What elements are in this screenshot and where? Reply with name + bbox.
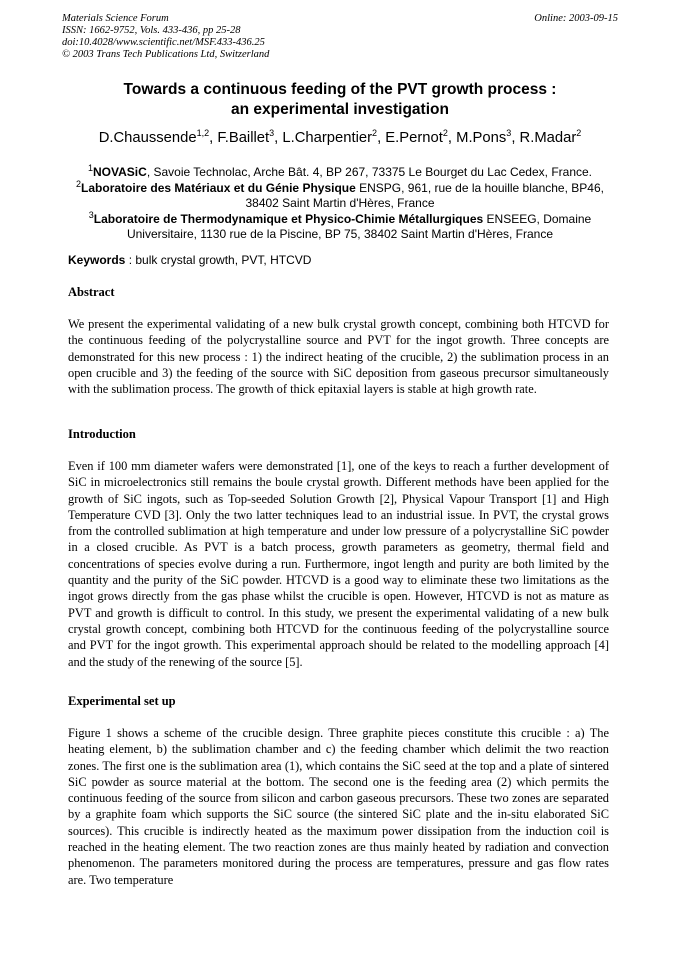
author: L.Charpentier$^2$,	[282, 128, 386, 146]
title-line-2: an experimental investigation	[231, 101, 449, 118]
doi-line: doi:10.4028/www.scientific.net/MSF.433-436.25	[62, 37, 265, 48]
author: E.Pernot$^2$,	[385, 128, 457, 146]
keywords	[68, 253, 613, 268]
author: M.Pons$^3$,	[456, 128, 520, 146]
affiliation-2: $^2$Laboratoire des Matériaux et du Génie Physique ENSPG, 961, rue de la houille blanche, BP46, 38402 Saint Martin d'Hères, France	[76, 178, 604, 210]
abstract-text: We present the experimental validating of a new bulk crystal growth concept, combining both HTCVD for the continuous feeding of the polycrystalline source and PVT for the ingot growth. Three concepts are demonstrated for this new process : 1) the indirect heating of the crucible, 2) the sublimation process in an open crucible and 3) the feeding of the source with SiC deposition from gaseous precursor simultaneously with the sublimation process. The growth of thick epitaxial layers is stable at high growth rate.	[68, 317, 609, 397]
online-date: Online: 2003-09-15	[534, 13, 618, 24]
author-list	[62, 128, 618, 148]
affiliation-1: $^1$NOVASiC, Savoie Technolac, Arche Bât. 4, BP 267, 73375 Le Bourget du Lac Cedex, France.	[88, 163, 592, 179]
affiliations	[62, 165, 618, 243]
introduction-text: Even if 100 mm diameter wafers were demonstrated [1], one of the keys to reach a further development of SiC in microelectronics still remains the boule crystal growth. Different methods have been applied for the growth of SiC ingots, such as Top-seeded Solution Growth [2], Physical Vapour Transport [1] and High Temperature CVD [3]. Only the two latter techniques lead to an industrial issue. In PVT, the crystal grows from the controlled sublimation at high temperature and under low pressure of a polycrystalline SiC powder in a closed crucible. As PVT is a batch process, growth parameters as geometry, thermal field and concentrations of species evolve during a run. Furthermore, ingot length and purity are both limited by the quantity and the purity of the SiC powder. HTCVD is a good way to eliminate these two limitations as the ingot grows directly from the gas phase whilst the crucible is open. However, HTCVD is not as mature as PVT and growth is difficult to control. In this study, we present the experimental validating of a new bulk crystal growth concept, combining both HTCVD for the continuous feeding of the polycrystalline source and PVT for the ingot growth. This experimental approach should be related to the modelling approach [4] and the study of the renewing of the source [5].	[68, 459, 609, 669]
setup-heading: Experimental set up	[68, 694, 176, 708]
abstract-heading: Abstract	[68, 285, 115, 299]
author: R.Madar$^2$	[519, 128, 582, 146]
setup-text: Figure 1 shows a scheme of the crucible design. Three graphite pieces constitute this crucible : a) The heating element, b) the sublimation chamber and c) the feeding chamber which delimit the two reaction zones. The first one is the sublimation area (1), which contains the SiC seed at the top and a plate of sintered SiC powder as source material at the bottom. The second one is the feeding area (2) which permits the continuous feeding of the source from silicon and carbon gaseous precursors. These two zones are separated by a graphite foam which supports the SiC source (the sintered SiC plate and the in-situ elaborated SiC sources). This crucible is indirectly heated as the maximum power dissipation from the induction coil is reached in the heating element. The two reaction zones are thus mainly heated by radiation and convection phenomenon. The parameters monitored during the process are temperatures, pressure and gas flow rates are. Two temperature	[68, 726, 609, 887]
keywords-text: : bulk crystal growth, PVT, HTCVD	[125, 253, 312, 267]
title-line-1: Towards a continuous feeding of the PVT growth process :	[123, 81, 557, 98]
introduction-heading: Introduction	[68, 427, 136, 441]
keywords-label: Keywords	[68, 253, 126, 267]
paper-title	[62, 80, 618, 120]
affiliation-3: $^3$Laboratoire de Thermodynamique et Physico-Chimie Métallurgiques ENSEEG, Domaine Universitaire, 1130 rue de la Piscine, BP 75, 38402 Saint Martin d'Hères, France	[88, 209, 592, 241]
issn-line: ISSN: 1662-9752, Vols. 433-436, pp 25-28	[62, 25, 241, 36]
journal-name: Materials Science Forum	[62, 13, 169, 24]
author: F.Baillet$^3$,	[217, 128, 283, 146]
author: D.Chaussende$^{1,2}$,	[98, 128, 218, 146]
copyright-line: © 2003 Trans Tech Publications Ltd, Switzerland	[62, 49, 270, 60]
journal-header	[62, 13, 618, 61]
